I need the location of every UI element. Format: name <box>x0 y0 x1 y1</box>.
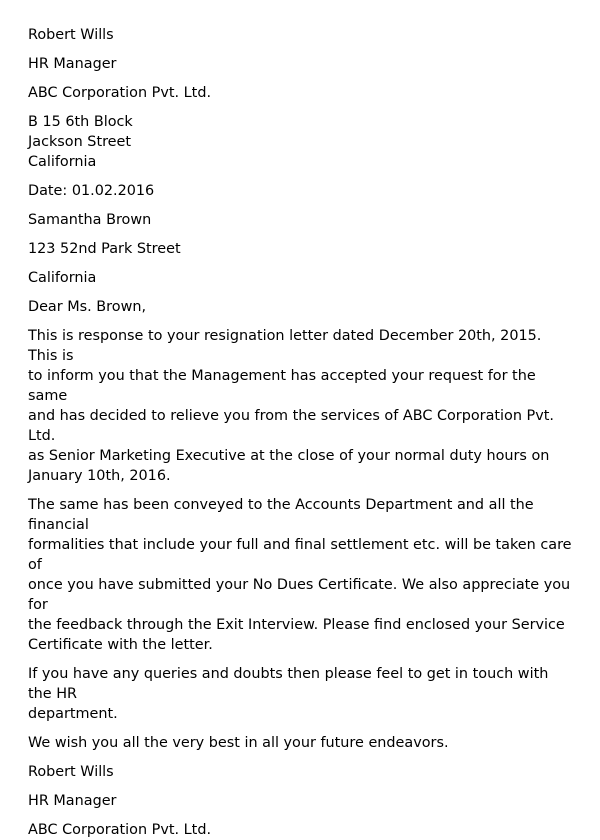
signature-title: HR Manager <box>28 793 117 809</box>
body-line: The same has been conveyed to the Accounts Department and all the financial <box>28 497 534 533</box>
body-line: the feedback through the Exit Interview. Please find enclosed your Service <box>28 617 565 633</box>
signature-company: ABC Corporation Pvt. Ltd. <box>28 822 212 838</box>
sender-address-line: B 15 6th Block <box>28 114 133 130</box>
body-line: This is response to your resignation letter dated December 20th, 2015. This is <box>28 328 542 364</box>
body-line: Certificate with the letter. <box>28 637 213 653</box>
sender-address-line: Jackson Street <box>28 134 132 150</box>
recipient-name: Samantha Brown <box>28 212 152 228</box>
sender-address-line: California <box>28 154 97 170</box>
sender-address <box>28 112 572 172</box>
sender-title: HR Manager <box>28 56 117 72</box>
sender-name: Robert Wills <box>28 27 114 43</box>
body-paragraph-3 <box>28 664 572 724</box>
salutation: Dear Ms. Brown, <box>28 299 147 315</box>
recipient-state: California <box>28 270 97 286</box>
body-line: formalities that include your full and final settlement etc. will be taken care of <box>28 537 572 573</box>
body-line: If you have any queries and doubts then please feel to get in touch with the HR <box>28 666 549 702</box>
body-paragraph-1 <box>28 326 572 486</box>
body-paragraph-4: We wish you all the very best in all your future endeavors. <box>28 735 449 751</box>
letter-date: Date: 01.02.2016 <box>28 183 155 199</box>
body-line: once you have submitted your No Dues Certificate. We also appreciate you for <box>28 577 571 613</box>
signature-name: Robert Wills <box>28 764 114 780</box>
body-paragraph-2 <box>28 495 572 655</box>
body-line: January 10th, 2016. <box>28 468 171 484</box>
body-line: and has decided to relieve you from the services of ABC Corporation Pvt. Ltd. <box>28 408 554 444</box>
sender-company: ABC Corporation Pvt. Ltd. <box>28 85 212 101</box>
recipient-street: 123 52nd Park Street <box>28 241 181 257</box>
body-line: department. <box>28 706 118 722</box>
body-line: as Senior Marketing Executive at the close of your normal duty hours on <box>28 448 550 464</box>
body-line: to inform you that the Management has accepted your request for the same <box>28 368 536 404</box>
